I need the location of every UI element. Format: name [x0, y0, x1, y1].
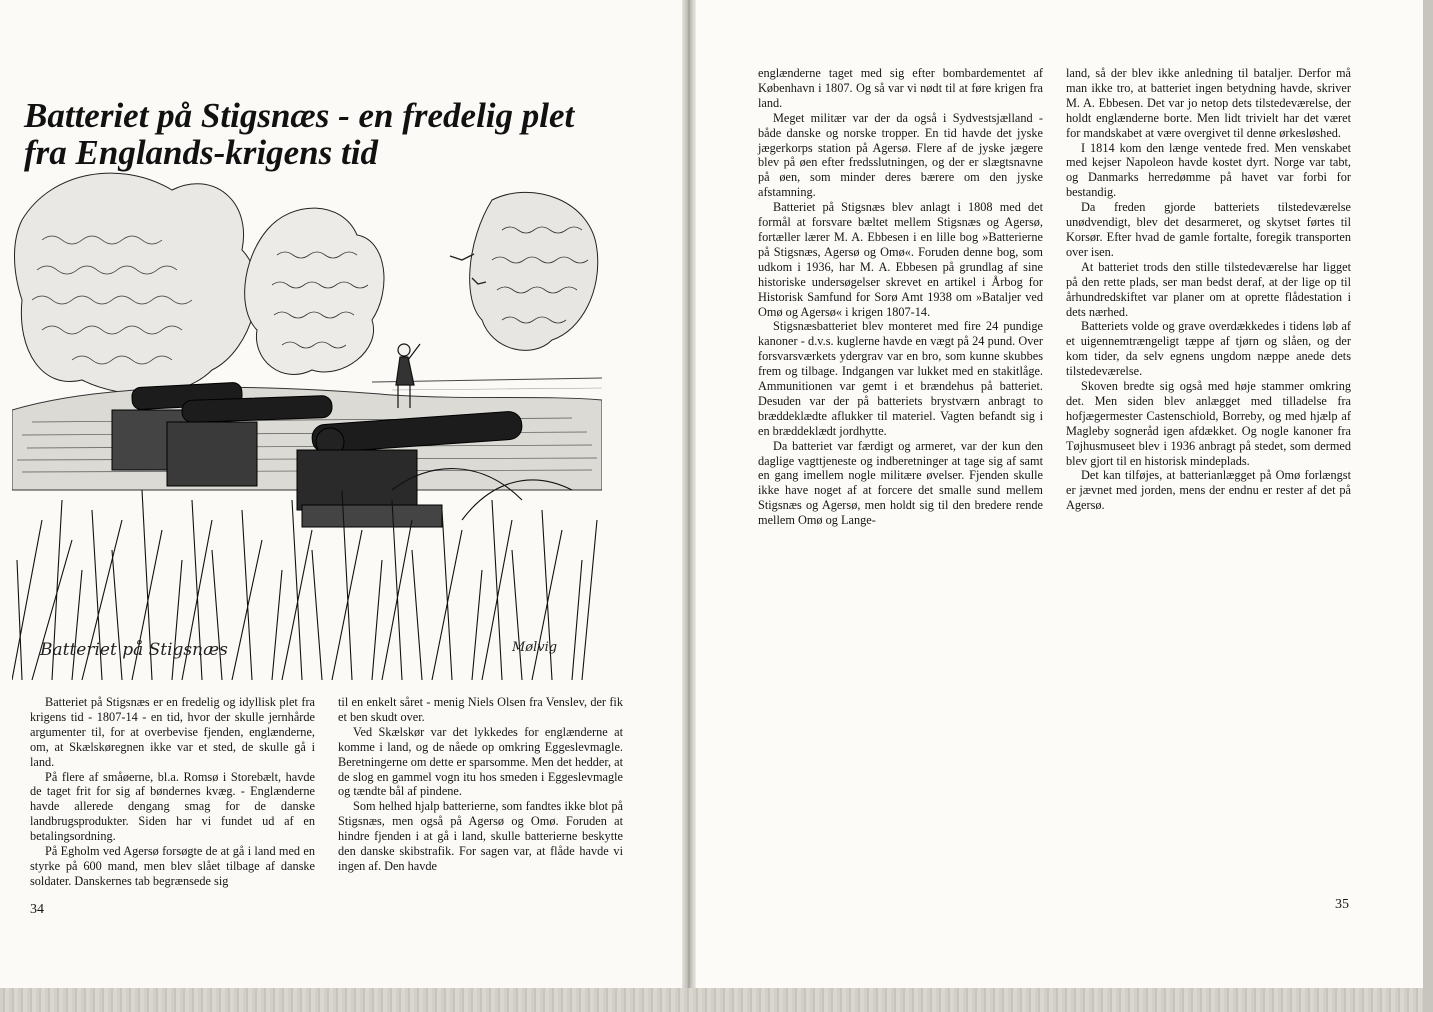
paragraph: I 1814 kom den længe ventede fred. Men venskabet med kejser Napoleon havde kostet dyrt. Norge var tabt, og Danmarks herredømme på havet var forbi for bestandig.: [1066, 140, 1351, 200]
paragraph: Da freden gjorde batteriets tilstedeværelse unødvendigt, blev det desarmeret, og skytset førtes til Korsør. Efter hvad de gamle fortalte, foregik transporten over isen.: [1066, 200, 1351, 259]
scan-bottom-edge: [0, 988, 1433, 1012]
left-column-1: [30, 695, 315, 889]
paragraph: land, så der blev ikke anledning til bataljer. Derfor må man ikke tro, at batteriet ingen betydning havde, skriver M. A. Ebbesen. Det var jo netop dets tilstedeværelse, der holdt englænderne borte. Men lidt trivielt har det været for mandskabet at være overgivet til denne ørkesløshed.: [1066, 66, 1351, 140]
paragraph: På flere af småøerne, bl.a. Romsø i Storebælt, havde de taget frit for sig af bøndernes kvæg. - Englænderne havde allerede dengang smag for de danske landbrugsprodukter. Siden har vi fundet ud af en betalingsordning.: [30, 769, 315, 844]
pen-drawing-cannons-icon: [12, 160, 602, 682]
paragraph: Skoven bredte sig også med høje stammer omkring det. Men siden blev anlægget med tilladelse fra hofjægermester Castenschiold, Borreby, og med hjælp af Magleby sogneråd igen afdækket. Og nogle kanoner fra Tøjhusmuseet blev i 1936 anbragt på stedet, som dermed blev gjort til en historisk mindeplads.: [1066, 379, 1351, 468]
right-page: [690, 0, 1423, 990]
title-line-1: Batteriet på Stigsnæs - en fredelig plet: [24, 96, 575, 136]
artist-signature: Mølvig: [512, 640, 558, 655]
page-number-left: 34: [30, 902, 44, 917]
paragraph: til en enkelt såret - menig Niels Olsen fra Venslev, der fik et ben skudt over.: [338, 695, 623, 724]
paragraph: Som helhed hjalp batterierne, som fandtes ikke blot på Stigsnæs, men også på Agersø og Omø. Foruden at hindre fjenden i at gå i land, skulle batterierne beskytte den danske skibstrafik. For sagen var, at flåde havde vi ingen af. Den havde: [338, 799, 623, 873]
illustration-caption: Batteriet på Stigsnæs: [40, 640, 228, 660]
paragraph: På Egholm ved Agersø forsøgte de at gå i land med en styrke på 600 mand, men blev slået tilbage af danske soldater. Danskernes tab begrænsede sig: [30, 844, 315, 888]
page-number-right: 35: [1335, 897, 1349, 912]
paragraph: At batteriet trods den stille tilstedeværelse har ligget på den rette plads, ser man bedst deraf, at der lige op til århundredskiftet var planer om at oprette flådestation i dets nærhed.: [1066, 259, 1351, 319]
paragraph: Ved Skælskør var det lykkedes for englænderne at komme i land, og de nåede op omkring Eggeslevmagle. Beretningerne om dette er sparsomme. Men det hedder, at de slog en gammel vogn itu hos smeden i Eggeslevmagle og tændte bål af pindene.: [338, 724, 623, 799]
paragraph: Stigsnæsbatteriet blev monteret med fire 24 pundige kanoner - d.v.s. kuglerne havde en vægt på 24 pund. Over forsvarsværkets ydergrav var en bro, som kunne skubbes frem og tilbage. Indgangen var lukket med en stakitlåge. Ammunitionen var gemt i et brændehus på batteriet. Desuden var der på batteriets brystværn anbragt to bræddeklædte aflukker til materiel. Vagten befandt sig i en bræddeklædt jordhytte.: [758, 319, 1043, 438]
paragraph: Batteriet på Stigsnæs er en fredelig og idyllisk plet fra krigens tid - 1807-14 - en tid, hvor der skulle jernhårde argumenter til, for at overbevise fjenden, englænderne, om, at Skælskøregnen ikke var et sted, de skulle gå i land.: [30, 695, 315, 769]
left-column-2: [338, 695, 623, 874]
binding-gutter: [682, 0, 696, 1000]
left-page: [0, 0, 688, 990]
paragraph: Da batteriet var færdigt og armeret, var der kun den daglige vagttjeneste og indberetninger at tage sig af samt en gang imellem nogle militære øvelser. Fjenden skulle ikke have noget af at forcere det smalle sund mellem Stigsnæs og Agersø, men holdt sig til den bredere rende mellem Omø og Lange-: [758, 438, 1043, 528]
title-line-2: fra Englands-krigens tid: [24, 133, 378, 173]
paragraph: Batteriet på Stigsnæs blev anlagt i 1808 med det formål at forsvare bæltet mellem Stigsnæs og Agersø, fortæller lærer M. A. Ebbesen i en lille bog »Batterierne på Stigsnæs, Agersø og Omø«. Foruden denne bog, som udkom i 1936, har M. A. Ebbesen på grundlag af sine historiske undersøgelser skrevet en artikel i Årbog for Historisk Samfund for Sorø Amt 1938 om »Bataljer ved Omø og Agersø« i krigen 1807-14.: [758, 200, 1043, 319]
scan-right-edge: [1423, 0, 1433, 1012]
paragraph: englænderne taget med sig efter bombardementet af København i 1807. Og så var vi nødt til at føre krigen fra land.: [758, 66, 1043, 110]
paragraph: Meget militær var der da også i Sydvestsjælland - både danske og norske tropper. En tid havde det jyske jægerkorps station på Agersø. Flere af de jyske jægere blev på øen efter fredsslutningen, og der er slægtsnavne på øen, som minder deres bærere om den jyske afstamning.: [758, 110, 1043, 200]
right-column-1: [758, 66, 1043, 528]
paragraph: Batteriets volde og grave overdækkedes i tidens løb af et uigennemtrængeligt tæppe af tjørn og slåen, og der kom tider, da selv egnens ungdom næppe anede dets tilstedeværelse.: [1066, 319, 1351, 379]
paragraph: Det kan tilføjes, at batterianlægget på Omø forlængst er jævnet med jorden, mens der endnu er rester af det på Agersø.: [1066, 468, 1351, 513]
right-column-2: [1066, 66, 1351, 513]
